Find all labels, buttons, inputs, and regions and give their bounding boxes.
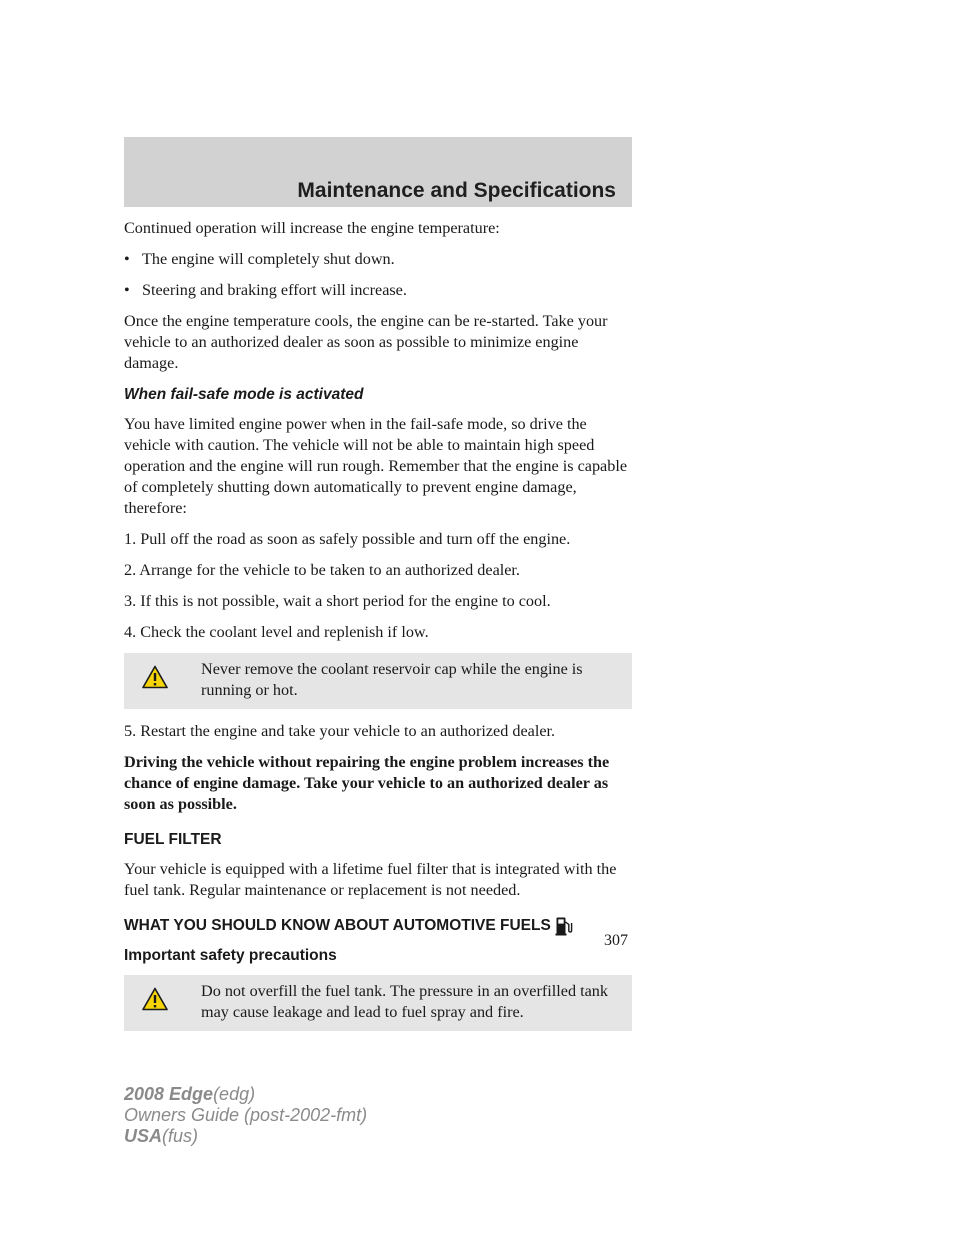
bullet-item <box>124 249 632 270</box>
restart-paragraph: Once the engine temperature cools, the engine can be re-started. Take your vehicle to an authorized dealer as soon as possible to minimize engine damage. <box>124 312 608 372</box>
bullet-dot: • <box>124 250 130 268</box>
step-item: 5. Restart the engine and take your vehicle to an authorized dealer. <box>124 722 556 740</box>
overfill-warning-text: Do not overfill the fuel tank. The pressure in an overfilled tank may cause leakage and lead to fuel spray and fire. <box>201 982 608 1021</box>
step-item: 1. Pull off the road as soon as safely possible and turn off the engine. <box>124 530 571 548</box>
footer-market-code: (fus) <box>162 1126 199 1146</box>
footer-line <box>124 1126 367 1147</box>
repair-note: Driving the vehicle without repairing the engine problem increases the chance of engine damage. Take your vehicle to an authorized dealer as soon as possible. <box>124 753 610 813</box>
safety-precautions-heading: Important safety precautions <box>124 947 337 964</box>
automotive-fuels-heading-row <box>124 915 632 936</box>
section-header-band <box>124 137 632 207</box>
overfill-warning-box <box>124 975 632 1031</box>
footer-line <box>124 1084 367 1105</box>
warning-triangle-icon <box>142 987 168 1011</box>
failsafe-heading: When fail-safe mode is activated <box>124 386 364 403</box>
bullet-text: Steering and braking effort will increase. <box>142 281 407 299</box>
coolant-warning-box <box>124 653 632 709</box>
footer-market: USA <box>124 1126 163 1146</box>
document-footer <box>124 1084 367 1147</box>
footer-line: Owners Guide (post-2002-fmt) <box>124 1105 368 1125</box>
failsafe-paragraph: You have limited engine power when in the fail-safe mode, so drive the vehicle with caution. The vehicle will not be able to maintain high speed operation and the engine will run rough. Remember that the engine is capable of completely shutting down automatically to prevent engine damage, therefore: <box>124 415 627 517</box>
fuel-pump-icon <box>555 916 573 936</box>
page-content <box>124 218 632 1043</box>
step-item: 4. Check the coolant level and replenish if low. <box>124 623 429 641</box>
step-item: 2. Arrange for the vehicle to be taken to an authorized dealer. <box>124 561 520 579</box>
footer-model: 2008 Edge <box>124 1084 214 1104</box>
intro-paragraph: Continued operation will increase the engine temperature: <box>124 219 500 237</box>
page-number: 307 <box>604 932 628 949</box>
footer-model-code: (edg) <box>213 1084 256 1104</box>
bullet-item <box>124 280 632 301</box>
bullet-text: The engine will completely shut down. <box>142 250 395 268</box>
section-title: Maintenance and Specifications <box>297 179 616 202</box>
automotive-fuels-heading: WHAT YOU SHOULD KNOW ABOUT AUTOMOTIVE FUELS <box>124 917 551 934</box>
step-item: 3. If this is not possible, wait a short period for the engine to cool. <box>124 592 551 610</box>
coolant-warning-text: Never remove the coolant reservoir cap while the engine is running or hot. <box>201 660 583 699</box>
bullet-dot: • <box>124 281 130 299</box>
warning-triangle-icon <box>142 665 168 689</box>
fuel-filter-paragraph: Your vehicle is equipped with a lifetime fuel filter that is integrated with the fuel tank. Regular maintenance or replacement is not needed. <box>124 860 617 899</box>
fuel-filter-heading: FUEL FILTER <box>124 831 222 848</box>
